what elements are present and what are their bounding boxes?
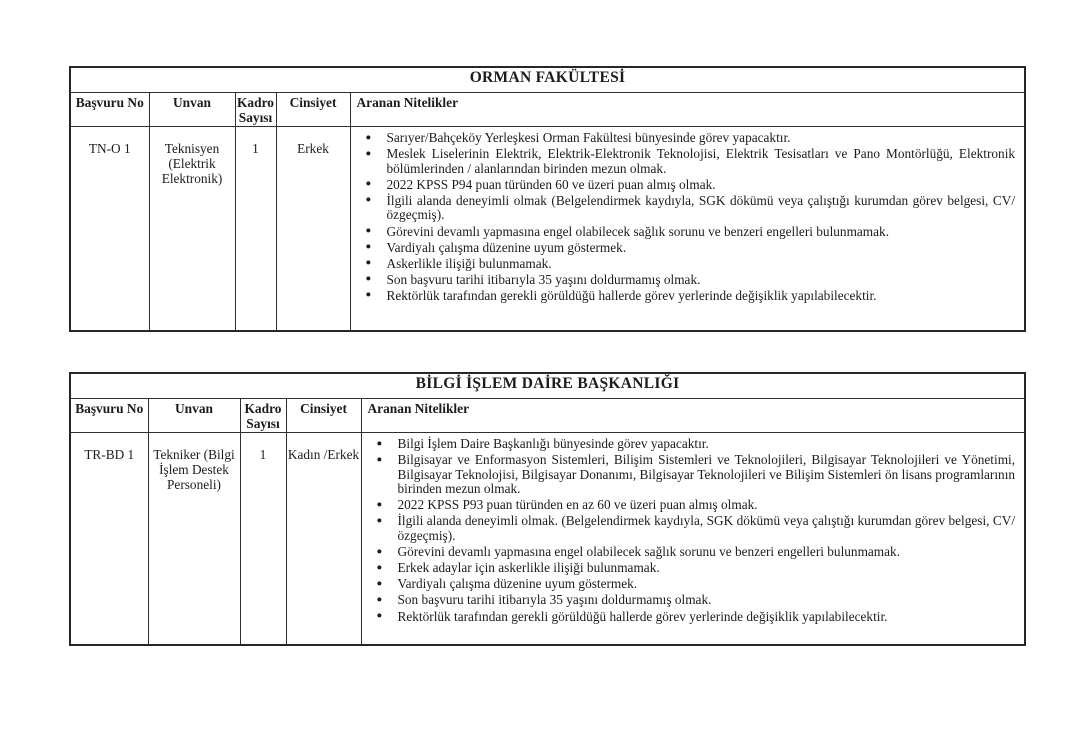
requirement-text: Rektörlük tarafından gerekli görüldüğü hallerde görev yerlerinde değişiklik yapılabilecektir. bbox=[397, 608, 888, 624]
bullet-icon: ● bbox=[376, 611, 383, 622]
header-basvuru-no: Başvuru No bbox=[70, 399, 148, 433]
table-header-row bbox=[70, 93, 1025, 127]
requirement-item bbox=[363, 241, 1016, 256]
cell-cinsiyet: Kadın /Erkek bbox=[286, 433, 361, 646]
table-title-row bbox=[70, 373, 1025, 399]
requirement-item bbox=[363, 147, 1016, 176]
cell-cinsiyet: Erkek bbox=[276, 127, 350, 332]
header-kadro-sayisi: Kadro Sayısı bbox=[240, 399, 286, 433]
requirement-text: Vardiyalı çalışma düzenine uyum göstermek. bbox=[397, 576, 638, 592]
requirement-text: 2022 KPSS P93 puan türünden en az 60 ve üzeri puan almış olmak. bbox=[397, 497, 758, 513]
requirement-item bbox=[374, 437, 1016, 452]
requirement-item bbox=[363, 289, 1016, 304]
bullet-icon: ● bbox=[365, 274, 372, 285]
cell-kadro-sayisi: 1 bbox=[235, 127, 276, 332]
requirement-text: Bilgisayar ve Enformasyon Sistemleri, Bilişim Sistemleri ve Teknolojileri, Bilgisayar Teknolojileri ve Yönetimi, Bilgisayar Teknolojisi, Bilgisayar Donanımı, Bilgisayar Teknolojileri ve Bilişim Sistemleri ön lisans programlarının birinden mezun olmak. bbox=[397, 452, 1016, 497]
cell-unvan: Tekniker (Bilgi İşlem Destek Personeli) bbox=[148, 433, 240, 646]
requirement-text: Görevini devamlı yapmasına engel olabilecek sağlık sorunu ve benzeri engelleri bulunmamak. bbox=[397, 544, 901, 560]
job-posting-table-orman-fakultesi bbox=[69, 66, 1026, 332]
header-unvan: Unvan bbox=[148, 399, 240, 433]
requirement-text: Vardiyalı çalışma düzenine uyum göstermek. bbox=[386, 239, 627, 255]
header-aranan-nitelikler: Aranan Nitelikler bbox=[350, 93, 1025, 127]
bullet-icon: ● bbox=[365, 179, 372, 190]
header-basvuru-no: Başvuru No bbox=[70, 93, 149, 127]
bullet-icon: ● bbox=[365, 132, 372, 143]
requirement-text: Son başvuru tarihi itibarıyla 35 yaşını doldurmamış olmak. bbox=[397, 592, 712, 608]
requirement-item bbox=[374, 561, 1016, 576]
bullet-icon: ● bbox=[376, 499, 383, 510]
requirement-item bbox=[363, 194, 1016, 223]
bullet-icon: ● bbox=[376, 562, 383, 573]
table-title: ORMAN FAKÜLTESİ bbox=[70, 67, 1025, 93]
requirement-item bbox=[374, 453, 1016, 497]
bullet-icon: ● bbox=[365, 242, 372, 253]
bullet-icon: ● bbox=[365, 290, 372, 301]
header-unvan: Unvan bbox=[149, 93, 235, 127]
requirement-text: Erkek adaylar için askerlikle ilişiği bulunmamak. bbox=[397, 560, 660, 576]
requirement-item bbox=[374, 498, 1016, 513]
header-kadro-sayisi: Kadro Sayısı bbox=[235, 93, 276, 127]
table-row bbox=[70, 127, 1025, 332]
requirement-text: Rektörlük tarafından gerekli görüldüğü hallerde görev yerlerinde değişiklik yapılabilecektir. bbox=[386, 287, 877, 303]
cell-aranan-nitelikler bbox=[350, 127, 1025, 332]
requirement-item bbox=[363, 273, 1016, 288]
requirement-text: Meslek Liselerinin Elektrik, Elektrik-Elektronik Teknolojisi, Elektrik Tesisatları ve Pano Montörlüğü, Elektronik bölümlerinden / alanlarından birinden mezun olmak. bbox=[386, 146, 1016, 176]
table-header-row bbox=[70, 399, 1025, 433]
cell-basvuru-no: TR-BD 1 bbox=[70, 433, 148, 646]
bullet-icon: ● bbox=[376, 594, 383, 605]
header-cinsiyet: Cinsiyet bbox=[286, 399, 361, 433]
requirement-item bbox=[363, 225, 1016, 240]
cell-kadro-sayisi: 1 bbox=[240, 433, 286, 646]
requirement-item bbox=[374, 577, 1016, 592]
table-row bbox=[70, 433, 1025, 646]
bullet-icon: ● bbox=[376, 546, 383, 557]
requirement-item bbox=[374, 610, 1016, 625]
requirement-item bbox=[374, 593, 1016, 608]
bullet-icon: ● bbox=[376, 515, 383, 526]
bullet-icon: ● bbox=[365, 195, 372, 206]
requirement-text: 2022 KPSS P94 puan türünden 60 ve üzeri puan almış olmak. bbox=[386, 176, 716, 192]
requirement-item bbox=[363, 131, 1016, 146]
requirement-text: Son başvuru tarihi itibarıyla 35 yaşını doldurmamış olmak. bbox=[386, 271, 701, 287]
requirement-text: Sarıyer/Bahçeköy Yerleşkesi Orman Fakültesi bünyesinde görev yapacaktır. bbox=[386, 130, 791, 145]
requirement-item bbox=[374, 545, 1016, 560]
requirement-text: Bilgi İşlem Daire Başkanlığı bünyesinde görev yapacaktır. bbox=[397, 436, 709, 451]
bullet-icon: ● bbox=[376, 578, 383, 589]
requirement-text: İlgili alanda deneyimli olmak. (Belgelendirmek kaydıyla, SGK dökümü veya çalıştığı kurumdan görev belgesi, CV/özgeçmiş). bbox=[397, 513, 1016, 544]
header-aranan-nitelikler: Aranan Nitelikler bbox=[361, 399, 1025, 433]
bullet-icon: ● bbox=[365, 148, 372, 159]
bullet-icon: ● bbox=[376, 438, 383, 449]
header-cinsiyet: Cinsiyet bbox=[276, 93, 350, 127]
cell-aranan-nitelikler bbox=[361, 433, 1025, 646]
bullet-icon: ● bbox=[376, 454, 383, 465]
cell-unvan: Teknisyen (Elektrik Elektronik) bbox=[149, 127, 235, 332]
requirement-text: Askerlikle ilişiği bulunmamak. bbox=[386, 255, 552, 271]
table-title: BİLGİ İŞLEM DAİRE BAŞKANLIĞI bbox=[70, 373, 1025, 399]
requirement-text: İlgili alanda deneyimli olmak (Belgelendirmek kaydıyla, SGK dökümü veya çalıştığı kurumdan görev belgesi, CV/özgeçmiş). bbox=[386, 192, 1016, 223]
requirement-item bbox=[374, 514, 1016, 543]
job-posting-table-bilgi-islem bbox=[69, 372, 1026, 646]
bullet-icon: ● bbox=[365, 226, 372, 237]
table-title-row bbox=[70, 67, 1025, 93]
bullet-icon: ● bbox=[365, 258, 372, 269]
requirement-item bbox=[363, 178, 1016, 193]
requirement-item bbox=[363, 257, 1016, 272]
cell-basvuru-no: TN-O 1 bbox=[70, 127, 149, 332]
requirement-text: Görevini devamlı yapmasına engel olabilecek sağlık sorunu ve benzeri engelleri bulunmamak. bbox=[386, 223, 890, 239]
